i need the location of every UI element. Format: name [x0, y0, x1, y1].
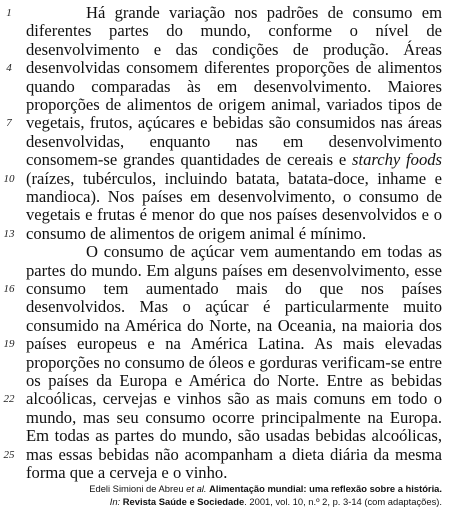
line-text-content: os países da Europa e América do Norte. Entre as bebidas — [26, 371, 442, 390]
line-text-content: mandioca). Nos países em desenvolvimento, o consumo de — [26, 187, 442, 206]
source-journal: Revista Saúde e Sociedade — [122, 496, 245, 507]
line-text-content: desenvolvimento e das condições de produção. Áreas — [26, 39, 442, 59]
line-text-content: consumido na América do Norte, na Oceania, na maioria dos — [26, 315, 442, 335]
line-text-content: mas essas bebidas não acompanham a dieta diária da mesma — [26, 444, 442, 464]
line-number: 1 — [6, 7, 12, 19]
line-number: 13 — [3, 227, 15, 240]
line-number: 25 — [3, 448, 15, 461]
line-number: 4 — [6, 62, 12, 75]
line-number: 19 — [3, 338, 15, 351]
line-text-content: alcoólicas, cervejas e vinhos são as mais comuns em todo o — [26, 389, 442, 409]
line-text-content: diferentes partes do mundo, conforme o nível de — [26, 21, 442, 41]
text-line — [0, 462, 457, 484]
line-number: 10 — [3, 172, 15, 185]
line-text-content: proporções no consumo de óleos e gorduras verificam-se entre — [26, 352, 442, 372]
line-text-content: (raízes, tubérculos, incluindo batata, batata-doce, inhame e — [26, 168, 442, 188]
source-details: . 2001, vol. 10, n.º 2, p. 3-14 (com adaptações). — [244, 496, 442, 507]
line-number: 7 — [6, 117, 12, 130]
source-author: Edeli Simioni de Abreu — [89, 483, 184, 494]
source-title: Alimentação mundial: uma reflexão sobre a história. — [209, 483, 442, 494]
line-text-content: países europeus e na América Latina. As mais elevadas — [26, 334, 442, 354]
source-citation-line-2 — [40, 496, 442, 508]
line-text-content: mundo, mas seu consumo ocorre principalmente na Europa. — [26, 407, 442, 427]
line-text-content: proporções de alimentos de origem animal, variados tipos de — [26, 95, 442, 114]
source-citation-line-1 — [40, 483, 442, 495]
line-text-content: desenvolvidas consomem diferentes proporções de alimentos — [26, 58, 442, 78]
line-text-content: Em todas as partes do mundo, são usadas bebidas alcoólicas, — [26, 426, 442, 446]
source-in: In: — [109, 496, 121, 507]
line-text-content: desenvolvidas, enquanto nas em desenvolvimento — [26, 131, 442, 151]
line-text-content: desenvolvidos. Mas o açúcar é particularmente muito — [26, 297, 442, 317]
line-text-content: forma que a cerveja e o vinho. — [26, 463, 228, 482]
line-text-content: consomem-se grandes quantidades de cereais e — [26, 150, 347, 170]
line-text-content: consumo de alimentos de origem animal é mínimo. — [26, 223, 367, 243]
line-text-content: quando comparadas às em desenvolvimento. Maiores — [26, 76, 442, 96]
line-number: 16 — [3, 283, 15, 295]
italic-term: starchy foods — [352, 150, 442, 170]
source-etal: et al. — [186, 483, 207, 494]
line-text-content: vegetais, frutos, açúcares e bebidas são consumidos nas áreas — [26, 113, 442, 133]
line-text-content: O consumo de açúcar vem aumentando em todas as — [86, 242, 442, 262]
line-number: 22 — [3, 393, 15, 406]
line-text-content: Há grande variação nos padrões de consumo em — [86, 3, 442, 22]
line-text — [26, 462, 442, 484]
line-text-content: partes do mundo. Em alguns países em desenvolvimento, esse — [26, 260, 442, 280]
line-text-content: vegetais e frutas é menor do que nos países desenvolvidos e o — [26, 205, 442, 225]
line-text-content: consumo tem aumentado mais do que nos países — [26, 279, 442, 298]
